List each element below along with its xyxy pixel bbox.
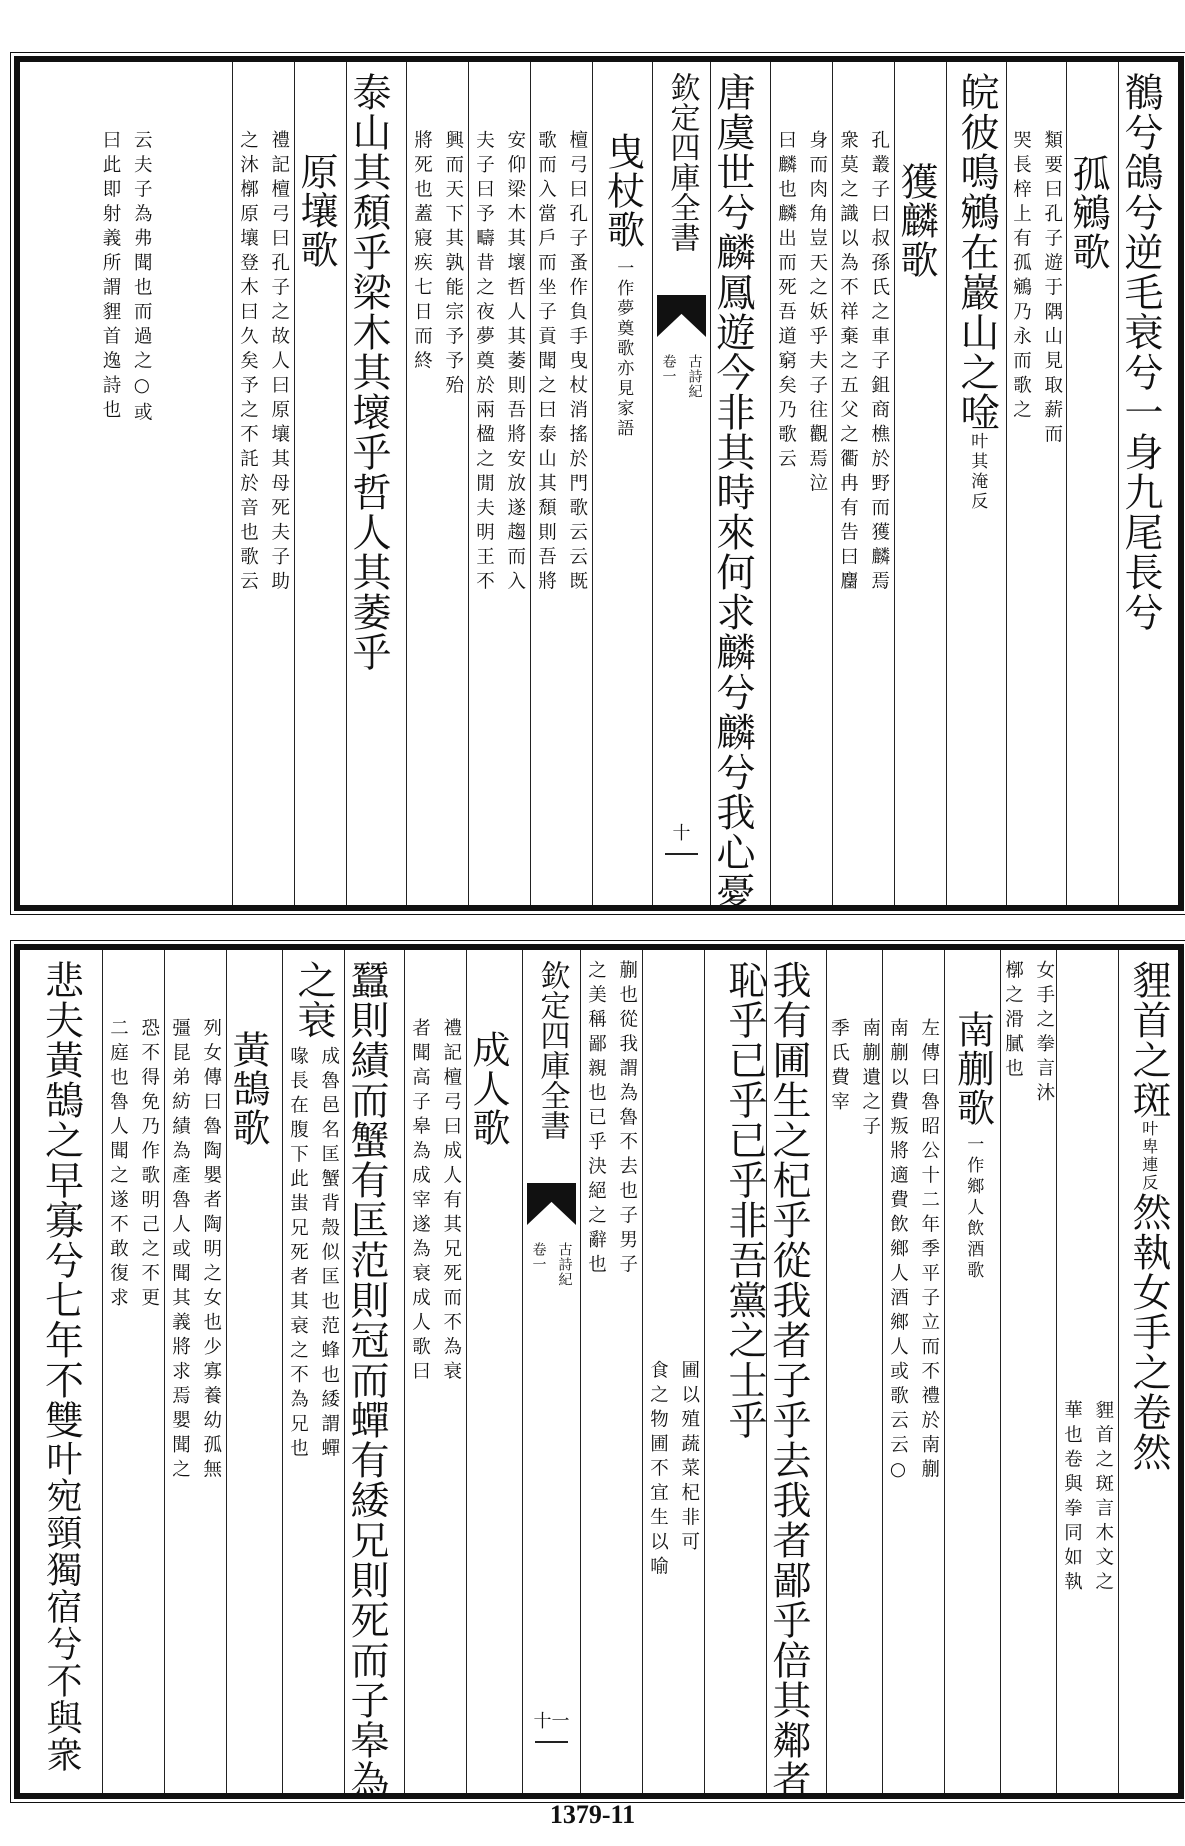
spine-rule — [665, 853, 698, 855]
poem-title: 曳杖歌 — [600, 132, 645, 249]
text-column — [282, 950, 344, 1793]
commentary-line: 哭長梓上有孤鵷乃永而歌之 — [1010, 130, 1032, 424]
page-footer-number: 1379-11 — [549, 1800, 636, 1829]
title-column — [294, 62, 346, 905]
note-column — [20, 62, 232, 905]
poem-line: 蠶則績而蟹有匡范則冠而蟬有緌兄則死而子皋為 — [344, 960, 389, 1800]
bottom-page — [14, 944, 1184, 1799]
poem-title: 原壤歌 — [294, 152, 338, 269]
title-column — [894, 62, 946, 905]
title-column — [592, 62, 652, 905]
commentary-line: 曰麟也麟出而死吾道窮矣乃歌云 — [775, 130, 797, 473]
text-column — [346, 62, 406, 905]
book-title: 欽定四庫全書 — [664, 72, 700, 252]
text-column — [20, 950, 102, 1793]
commentary-line: 類要曰孔子遊于隅山見取薪而 — [1041, 130, 1063, 449]
commentary-line: 二庭也魯人聞之遂不敢復求 — [107, 1018, 129, 1312]
commentary-line: 之沐槨原壤登木曰久矣予之不託於音也歌云 — [237, 130, 259, 596]
note-column — [832, 62, 894, 905]
commentary-line: 恐不得免乃作歌明己之不更 — [138, 1018, 160, 1312]
commentary-line: 之美稱鄙親也已乎決絕之辭也 — [585, 960, 607, 1279]
commentary-line: 食之物圃不宜生以喻 — [647, 1360, 669, 1581]
page-number: 十一 — [533, 1711, 570, 1732]
commentary-line: 身而肉角豈天之妖乎夫子往觀焉泣 — [806, 130, 828, 498]
commentary-line: 曰此即射義所謂貍首逸詩也 — [100, 130, 121, 424]
text-column — [344, 950, 404, 1800]
commentary-line: 歌而入當戶而坐子貢聞之曰泰山其頹則吾將 — [535, 130, 557, 596]
commentary-line: 貍首之斑言木文之 — [1092, 1400, 1114, 1596]
commentary-line: 成魯邑名匡蟹背殼似匡也范蜂也緌謂蟬 — [318, 1046, 340, 1463]
text-column — [946, 62, 1006, 905]
note-column — [1006, 62, 1066, 905]
commentary-line: 者聞高子皋為成宰遂為衰成人歌曰 — [409, 1018, 431, 1386]
section-label: 古詩紀 — [556, 1242, 573, 1287]
commentary-line: 將死也蓋寢疾七日而終 — [411, 130, 433, 375]
note-column — [530, 62, 592, 905]
poem-line: 叶宛頸獨宿兮不與衆 — [41, 1440, 82, 1773]
poem-line: 貍首之斑 — [1126, 960, 1171, 1120]
title-column — [466, 950, 522, 1793]
poem-line: 皖彼鳴鵷在巖山之唫 — [954, 72, 999, 432]
section-label: 古詩紀 — [686, 354, 703, 399]
note-column — [232, 62, 294, 905]
commentary-line: 女手之拳言沐 — [1033, 960, 1055, 1107]
note-column — [580, 950, 642, 1793]
note-column — [770, 62, 832, 905]
commentary-line: 列女傳曰魯陶嬰者陶明之女也少寡養幼孤無 — [200, 1018, 222, 1484]
poem-line: 恥乎已乎已乎非吾黨之士乎 — [722, 960, 767, 1440]
poem-line: 我有圃生之杞乎從我者子乎去我者鄙乎倍其鄰者 — [766, 960, 811, 1800]
note-column — [164, 950, 226, 1793]
note-column — [468, 62, 530, 905]
commentary-line: 槨之滑膩也 — [1002, 960, 1024, 1083]
commentary-line: 南蒯遺之子 — [859, 1018, 881, 1141]
note-column — [406, 62, 468, 905]
fishtail-mark — [527, 1183, 576, 1225]
poem-line: 之衰 — [291, 960, 336, 1040]
rhyme-note: 叶卑連反 — [1139, 1120, 1159, 1192]
rhyme-note: 叶其淹反 — [967, 432, 988, 512]
title-column — [944, 950, 1000, 1793]
note-column — [404, 950, 466, 1793]
fishtail-mark — [657, 295, 706, 337]
commentary-line: 衆莫之識以為不祥棄之五父之衢冉有告曰麕 — [837, 130, 859, 596]
commentary-line: 彊昆弟紡績為產魯人或聞其義將求焉嬰聞之 — [169, 1018, 191, 1484]
book-spine — [652, 62, 710, 905]
text-column — [1118, 950, 1178, 1793]
commentary-line: 喙長在腹下此蚩兄死者其衰之不為兄也 — [287, 1046, 309, 1463]
book-spine — [522, 950, 580, 1793]
poem-title: 孤鵷歌 — [1066, 154, 1110, 271]
text-column — [1118, 62, 1178, 905]
note-column — [1056, 950, 1118, 1793]
commentary-line: 華也卷與拳同如執 — [1061, 1400, 1083, 1596]
top-page — [14, 56, 1184, 911]
volume-label: 卷一 — [660, 354, 677, 384]
note-column — [882, 950, 944, 1793]
spine-rule — [535, 1741, 568, 1743]
poem-line: 泰山其頹乎梁木其壞乎哲人其萎乎 — [346, 72, 391, 672]
note-column — [642, 950, 704, 1793]
commentary-line: 南蒯以費叛將適費飲鄉人酒鄉人或歌云云○ — [887, 1018, 909, 1486]
note-column — [1000, 950, 1056, 1793]
poem-title: 成人歌 — [466, 1030, 510, 1147]
commentary-line: 禮記檀弓曰孔子之故人曰原壤其母死夫子助 — [268, 130, 290, 596]
commentary-line: 安仰梁木其壞哲人其萎則吾將安放遂趨而入 — [504, 130, 526, 596]
text-column — [710, 62, 770, 912]
text-column — [766, 950, 826, 1800]
title-column — [1066, 62, 1118, 905]
commentary-line: 蒯也從我謂為魯不去也子男子 — [616, 960, 638, 1279]
poem-title: 黃鵠歌 — [226, 1030, 270, 1147]
poem-line: 鶺兮鴿兮逆毛衰兮一身九尾長兮 — [1118, 72, 1163, 632]
commentary-line: 夫子曰予疇昔之夜夢奠於兩楹之閒夫明王不 — [473, 130, 495, 596]
title-subnote: 一作鄉人飲酒歌 — [963, 1135, 984, 1282]
note-column — [102, 950, 164, 1793]
book-title: 欽定四庫全書 — [534, 960, 570, 1140]
note-column — [826, 950, 882, 1793]
commentary-line: 云夫子為弗聞也而過之○或 — [131, 130, 153, 427]
poem-title: 獲麟歌 — [894, 162, 938, 279]
commentary-line: 季氏費宰 — [828, 1018, 850, 1116]
volume-label: 卷一 — [530, 1242, 547, 1272]
commentary-line: 圃以殖蔬菜杞非可 — [678, 1360, 700, 1556]
commentary-line: 禮記檀弓曰成人有其兄死而不為衰 — [440, 1018, 462, 1386]
commentary-line: 孔叢子曰叔孫氏之車子鉏商樵於野而獲麟焉 — [868, 130, 890, 596]
poem-line: 悲夫黃鵠之早寡兮七年不雙 — [38, 960, 84, 1440]
title-column — [226, 950, 282, 1793]
poem-line: 唐虞世兮麟鳳遊今非其時來何求麟兮麟兮我心憂 — [710, 72, 755, 912]
commentary-line: 興而天下其孰能宗予予殆 — [442, 130, 464, 400]
poem-title: 南蒯歌 — [950, 1010, 995, 1127]
commentary-line: 左傳曰魯昭公十二年季平子立而不禮於南蒯 — [918, 1018, 940, 1484]
page-number: 十 — [672, 823, 691, 844]
text-column — [704, 950, 766, 1793]
title-subnote: 一作夢奠歌亦見家語 — [613, 259, 634, 439]
commentary-line: 檀弓曰孔子蚤作負手曳杖消搖於門歌云云既 — [566, 130, 588, 596]
poem-line: 然執女手之卷然 — [1126, 1192, 1171, 1472]
